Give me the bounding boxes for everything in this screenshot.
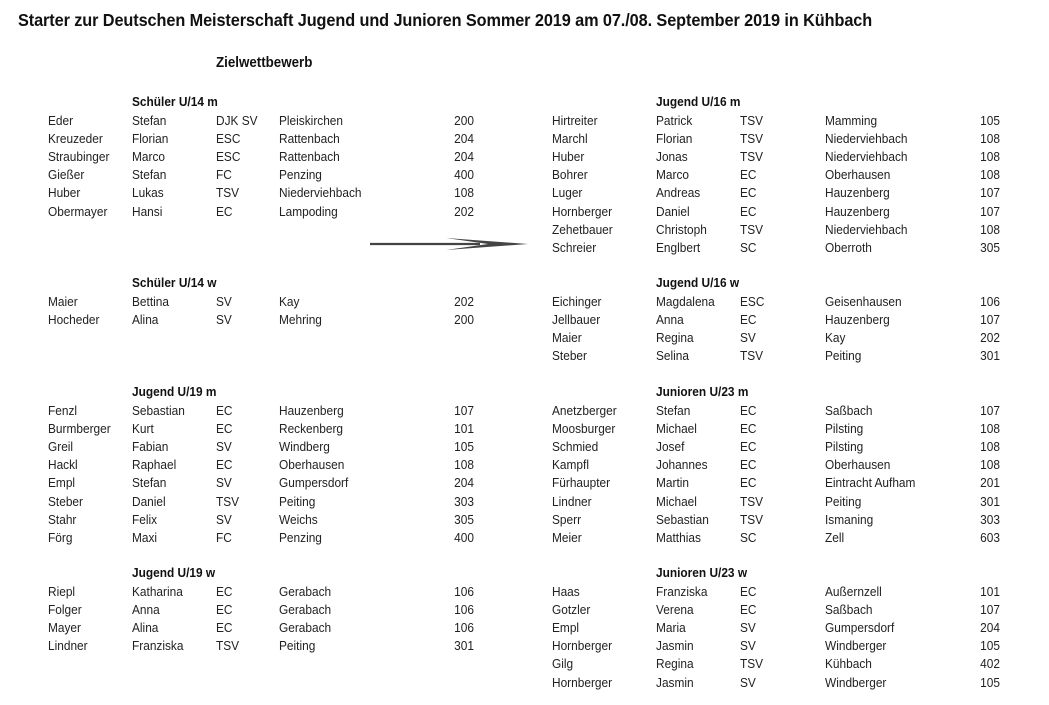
club-location: Penzing	[279, 530, 322, 545]
club-type: EC	[216, 204, 233, 219]
document-title: Starter zur Deutschen Meisterschaft Jugend und Junioren Sommer 2019 am 07./08. September 2019 in Kühbach	[18, 10, 873, 30]
club-type: ESC	[216, 149, 241, 164]
club-location: Saßbach	[825, 602, 873, 617]
club-location: Oberroth	[825, 240, 872, 255]
last-name: Kampfl	[552, 458, 589, 473]
club-type: TSV	[740, 149, 764, 164]
target-number: 305	[980, 240, 1000, 255]
last-name: Hirtreiter	[552, 113, 598, 128]
club-location: Peiting	[279, 494, 316, 509]
club-location: Niederviehbach	[825, 149, 908, 164]
club-location: Kay	[825, 330, 846, 345]
last-name: Maier	[552, 330, 582, 345]
club-type: ESC	[216, 131, 241, 146]
last-name: Kreuzeder	[48, 131, 103, 146]
club-location: Mehring	[279, 312, 322, 327]
club-location: Hauzenberg	[825, 186, 890, 201]
target-number: 204	[454, 476, 474, 491]
section-heading: Schüler U/14 m	[132, 95, 218, 109]
section-heading: Jugend U/19 w	[132, 566, 216, 580]
last-name: Hornberger	[552, 675, 613, 690]
target-number: 204	[454, 149, 474, 164]
club-location: Weichs	[279, 512, 318, 527]
club-location: Kay	[279, 294, 300, 309]
target-number: 101	[454, 421, 474, 436]
last-name: Lindner	[48, 639, 88, 654]
club-type: EC	[740, 186, 757, 201]
last-name: Obermayer	[48, 204, 108, 219]
club-location: Ismaning	[825, 512, 874, 527]
target-number: 105	[980, 675, 1000, 690]
target-number: 402	[980, 657, 1000, 672]
club-location: Windberger	[825, 675, 887, 690]
first-name: Regina	[656, 330, 694, 345]
target-number: 108	[980, 168, 1000, 183]
target-number: 107	[454, 403, 474, 418]
last-name: Förg	[48, 530, 73, 545]
club-location: Zell	[825, 530, 845, 545]
target-number: 301	[454, 639, 474, 654]
club-type: EC	[740, 204, 757, 219]
club-type: TSV	[216, 186, 240, 201]
last-name: Jellbauer	[552, 312, 601, 327]
last-name: Steber	[552, 349, 588, 364]
club-location: Penzing	[279, 168, 322, 183]
target-number: 303	[454, 494, 474, 509]
club-type: EC	[216, 421, 233, 436]
first-name: Anna	[656, 312, 684, 327]
right-arrow-icon	[370, 234, 530, 254]
club-type: SV	[216, 476, 232, 491]
club-type: EC	[740, 458, 757, 473]
club-type: TSV	[216, 639, 240, 654]
last-name: Fürhaupter	[552, 476, 611, 491]
last-name: Riepl	[48, 584, 76, 599]
first-name: Daniel	[132, 494, 166, 509]
club-type: EC	[216, 602, 233, 617]
club-type: EC	[740, 439, 757, 454]
first-name: Raphael	[132, 458, 177, 473]
first-name: Stefan	[656, 403, 691, 418]
last-name: Eder	[48, 113, 74, 128]
first-name: Florian	[132, 131, 169, 146]
last-name: Anetzberger	[552, 403, 617, 418]
first-name: Felix	[132, 512, 158, 527]
first-name: Daniel	[656, 204, 690, 219]
club-type: SV	[740, 675, 756, 690]
last-name: Luger	[552, 186, 583, 201]
section-heading: Junioren U/23 m	[656, 385, 749, 399]
first-name: Josef	[656, 439, 685, 454]
last-name: Burmberger	[48, 421, 111, 436]
first-name: Verena	[656, 602, 694, 617]
club-type: TSV	[740, 113, 764, 128]
club-type: SV	[740, 620, 756, 635]
last-name: Hackl	[48, 458, 78, 473]
club-location: Niederviehbach	[825, 222, 908, 237]
first-name: Sebastian	[656, 512, 709, 527]
last-name: Marchl	[552, 131, 588, 146]
first-name: Matthias	[656, 530, 701, 545]
first-name: Bettina	[132, 294, 169, 309]
club-location: Hauzenberg	[825, 312, 890, 327]
first-name: Franziska	[132, 639, 184, 654]
club-type: EC	[740, 168, 757, 183]
club-location: Rattenbach	[279, 131, 340, 146]
first-name: Jasmin	[656, 675, 694, 690]
first-name: Maxi	[132, 530, 158, 545]
last-name: Bohrer	[552, 168, 588, 183]
club-location: Niederviehbach	[825, 131, 908, 146]
first-name: Jonas	[656, 149, 688, 164]
club-type: EC	[216, 620, 233, 635]
section-heading: Jugend U/16 m	[656, 95, 741, 109]
club-type: SV	[740, 330, 756, 345]
section-heading: Jugend U/19 m	[132, 385, 217, 399]
last-name: Mayer	[48, 620, 81, 635]
target-number: 105	[454, 439, 474, 454]
first-name: Selina	[656, 349, 690, 364]
club-type: SV	[216, 294, 232, 309]
target-number: 108	[980, 421, 1000, 436]
club-location: Lampoding	[279, 204, 338, 219]
target-number: 204	[980, 620, 1000, 635]
target-number: 200	[454, 312, 474, 327]
first-name: Alina	[132, 312, 159, 327]
first-name: Sebastian	[132, 403, 185, 418]
first-name: Patrick	[656, 113, 693, 128]
target-number: 107	[980, 204, 1000, 219]
last-name: Gießer	[48, 168, 85, 183]
last-name: Hornberger	[552, 639, 613, 654]
club-type: EC	[740, 312, 757, 327]
target-number: 108	[980, 222, 1000, 237]
target-number: 603	[980, 530, 1000, 545]
first-name: Regina	[656, 657, 694, 672]
club-location: Oberhausen	[279, 458, 345, 473]
target-number: 200	[454, 113, 474, 128]
target-number: 107	[980, 312, 1000, 327]
first-name: Lukas	[132, 186, 164, 201]
last-name: Huber	[552, 149, 585, 164]
club-type: EC	[740, 602, 757, 617]
club-location: Saßbach	[825, 403, 873, 418]
first-name: Christoph	[656, 222, 707, 237]
target-number: 105	[980, 639, 1000, 654]
first-name: Franziska	[656, 584, 708, 599]
club-location: Windberg	[279, 439, 330, 454]
last-name: Gotzler	[552, 602, 591, 617]
first-name: Jasmin	[656, 639, 694, 654]
last-name: Folger	[48, 602, 82, 617]
last-name: Straubinger	[48, 149, 110, 164]
target-number: 107	[980, 403, 1000, 418]
last-name: Steber	[48, 494, 84, 509]
last-name: Schmied	[552, 439, 599, 454]
club-type: SV	[216, 439, 232, 454]
last-name: Moosburger	[552, 421, 616, 436]
club-location: Gerabach	[279, 602, 332, 617]
target-number: 108	[454, 458, 474, 473]
club-location: Rattenbach	[279, 149, 340, 164]
last-name: Haas	[552, 584, 580, 599]
club-type: SC	[740, 530, 757, 545]
target-number: 108	[980, 149, 1000, 164]
club-type: TSV	[740, 512, 764, 527]
club-type: EC	[216, 458, 233, 473]
target-number: 105	[980, 113, 1000, 128]
club-type: FC	[216, 168, 232, 183]
club-type: TSV	[216, 494, 240, 509]
first-name: Stefan	[132, 113, 167, 128]
club-type: SV	[740, 639, 756, 654]
club-location: Eintracht Aufham	[825, 476, 916, 491]
club-type: EC	[740, 476, 757, 491]
target-number: 108	[980, 131, 1000, 146]
last-name: Schreier	[552, 240, 597, 255]
last-name: Lindner	[552, 494, 592, 509]
club-type: EC	[216, 403, 233, 418]
first-name: Marco	[132, 149, 165, 164]
first-name: Alina	[132, 620, 159, 635]
club-type: FC	[216, 530, 232, 545]
first-name: Martin	[656, 476, 689, 491]
club-location: Pleiskirchen	[279, 113, 344, 128]
first-name: Katharina	[132, 584, 183, 599]
first-name: Englbert	[656, 240, 701, 255]
first-name: Stefan	[132, 168, 167, 183]
club-location: Gumpersdorf	[279, 476, 349, 491]
first-name: Maria	[656, 620, 686, 635]
club-location: Oberhausen	[825, 458, 891, 473]
club-type: ESC	[740, 294, 765, 309]
target-number: 108	[454, 186, 474, 201]
first-name: Johannes	[656, 458, 708, 473]
first-name: Anna	[132, 602, 160, 617]
club-location: Gerabach	[279, 584, 332, 599]
last-name: Zehetbauer	[552, 222, 613, 237]
last-name: Maier	[48, 294, 78, 309]
section-heading: Junioren U/23 w	[656, 566, 748, 580]
first-name: Fabian	[132, 439, 169, 454]
club-location: Peiting	[825, 494, 862, 509]
club-type: TSV	[740, 131, 764, 146]
first-name: Magdalena	[656, 294, 715, 309]
club-location: Peiting	[825, 349, 862, 364]
club-location: Gumpersdorf	[825, 620, 895, 635]
target-number: 400	[454, 168, 474, 183]
club-type: TSV	[740, 494, 764, 509]
target-number: 108	[980, 439, 1000, 454]
club-location: Hauzenberg	[279, 403, 344, 418]
first-name: Hansi	[132, 204, 163, 219]
club-location: Windberger	[825, 639, 887, 654]
target-number: 301	[980, 494, 1000, 509]
first-name: Michael	[656, 421, 697, 436]
club-location: Gerabach	[279, 620, 332, 635]
last-name: Huber	[48, 186, 81, 201]
club-type: DJK SV	[216, 113, 258, 128]
first-name: Michael	[656, 494, 697, 509]
last-name: Fenzl	[48, 403, 78, 418]
target-number: 303	[980, 512, 1000, 527]
last-name: Hocheder	[48, 312, 100, 327]
club-location: Pilsting	[825, 439, 864, 454]
competition-subtitle: Zielwettbewerb	[216, 55, 313, 71]
target-number: 108	[980, 458, 1000, 473]
target-number: 107	[980, 186, 1000, 201]
club-type: TSV	[740, 349, 764, 364]
first-name: Marco	[656, 168, 689, 183]
target-number: 204	[454, 131, 474, 146]
club-location: Geisenhausen	[825, 294, 902, 309]
club-type: SV	[216, 512, 232, 527]
club-location: Niederviehbach	[279, 186, 362, 201]
last-name: Empl	[552, 620, 580, 635]
target-number: 106	[454, 602, 474, 617]
target-number: 101	[980, 584, 1000, 599]
target-number: 400	[454, 530, 474, 545]
club-location: Hauzenberg	[825, 204, 890, 219]
target-number: 201	[980, 476, 1000, 491]
club-type: SV	[216, 312, 232, 327]
target-number: 202	[454, 294, 474, 309]
club-type: EC	[740, 584, 757, 599]
last-name: Meier	[552, 530, 582, 545]
last-name: Sperr	[552, 512, 582, 527]
last-name: Gilg	[552, 657, 574, 672]
section-heading: Jugend U/16 w	[656, 276, 740, 290]
first-name: Stefan	[132, 476, 167, 491]
club-type: EC	[740, 403, 757, 418]
club-location: Mamming	[825, 113, 878, 128]
club-type: SC	[740, 240, 757, 255]
target-number: 202	[454, 204, 474, 219]
club-type: TSV	[740, 657, 764, 672]
target-number: 107	[980, 602, 1000, 617]
last-name: Stahr	[48, 512, 77, 527]
club-location: Peiting	[279, 639, 316, 654]
target-number: 106	[454, 620, 474, 635]
club-location: Kühbach	[825, 657, 872, 672]
club-type: TSV	[740, 222, 764, 237]
club-location: Reckenberg	[279, 421, 344, 436]
last-name: Eichinger	[552, 294, 602, 309]
club-location: Pilsting	[825, 421, 864, 436]
first-name: Kurt	[132, 421, 154, 436]
section-heading: Schüler U/14 w	[132, 276, 217, 290]
target-number: 301	[980, 349, 1000, 364]
target-number: 202	[980, 330, 1000, 345]
last-name: Greil	[48, 439, 74, 454]
target-number: 106	[454, 584, 474, 599]
club-location: Außernzell	[825, 584, 882, 599]
first-name: Andreas	[656, 186, 701, 201]
target-number: 106	[980, 294, 1000, 309]
last-name: Empl	[48, 476, 76, 491]
last-name: Hornberger	[552, 204, 613, 219]
first-name: Florian	[656, 131, 693, 146]
target-number: 305	[454, 512, 474, 527]
club-type: EC	[740, 421, 757, 436]
club-location: Oberhausen	[825, 168, 891, 183]
club-type: EC	[216, 584, 233, 599]
